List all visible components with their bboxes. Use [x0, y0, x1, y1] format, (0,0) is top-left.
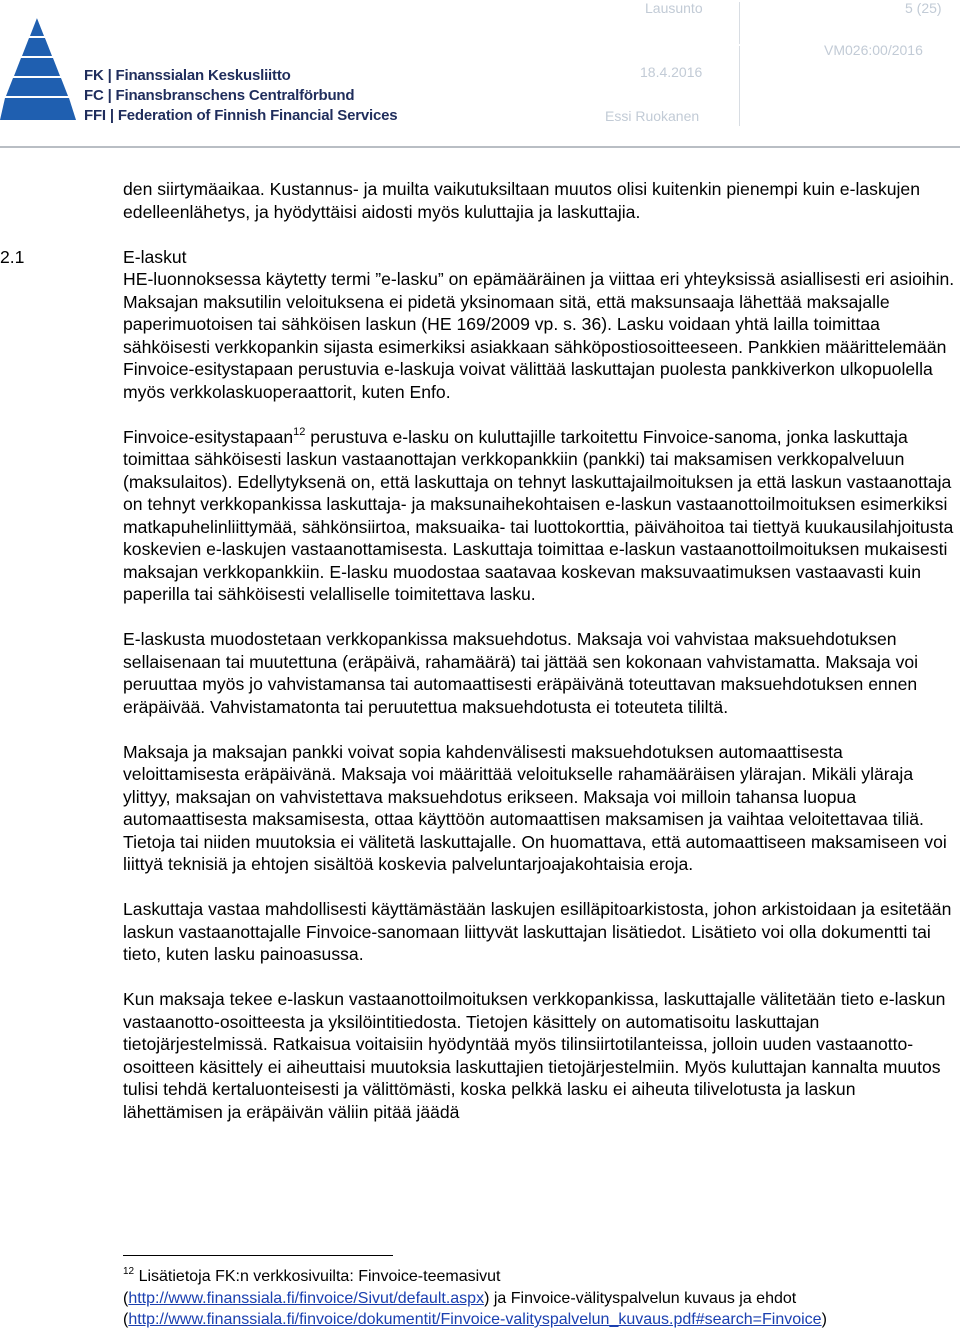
footnote-text: Lisätietoja FK:n verkkosivuilta: Finvoice-teemasivut	[134, 1268, 501, 1285]
footnote-number: 12	[123, 1266, 135, 1277]
section-title: E-laskut	[123, 247, 187, 267]
footnote-paren-close: )	[821, 1311, 827, 1328]
paragraph-2	[123, 426, 959, 606]
paragraph-3: E-laskusta muodostetaan verkkopankissa maksuehdotus. Maksaja voi vahvistaa maksuehdotuksen sellaisenaan tai muutettuna (eräpäivä, rahamäärä) tai jättää sen kokonaan vahvistamatta. Maksaja voi peruuttaa myös jo vahvistamansa tai automaattisesti eräpäivänä toteuttavan maksuehdotuksen ennen eräpäivää. Vahvistamatonta tai peruutettua maksuehdotusta ei toteuteta tililtä.	[123, 629, 919, 717]
page-header	[0, 0, 960, 150]
header-rule	[0, 146, 960, 148]
footnote-link-2[interactable]: http://www.finanssiala.fi/finvoice/dokumentit/Finvoice-valityspalvelun_kuvaus.pdf#search=Finvoice	[128, 1311, 822, 1328]
paragraph-2-rest: perustuva e-lasku on kuluttajille tarkoitettu Finvoice-sanoma, jonka laskuttaja toimittaa sähköisesti laskun vastaanottajan verkkopankkiin (pankki) tai maksamisen verkkopalveluun (maksulaitos). Edellytyksenä on, että laskuttaja on tehnyt laskuttajailmoituksen ja että laskun vastaanottaja on tehnyt verkkopankissa laskuttaja- ja maksunaihekohtaisen e-laskun vastaanottoilmoituksen esimerkiksi matkapuhelinliittymää, sähkönsiirtoa, maksuaika- tai luottokorttia, päivähoitoa tai tiettyä kuukausilahjoitusta koskevien e-laskujen vastaanottamisesta. Laskuttaja toimittaa e-laskun vastaanottoilmoituksen mukaisesti maksajan verkkopankkiin. E-lasku muodostaa saatavaa koskevan maksuvaatimuksen vastaavasti kuin paperilla tai sähköisesti velalliselle toimitettava lasku.	[123, 426, 954, 604]
doc-type: Lausunto	[645, 0, 703, 16]
footnote-paren: (	[123, 1289, 129, 1307]
section-number: 2.1	[0, 247, 25, 267]
footnote-link-1[interactable]: http://www.finanssiala.fi/finvoice/Sivut/default.aspx	[128, 1289, 485, 1307]
reference-number: VM026:00/2016	[824, 42, 923, 58]
header-divider-2	[739, 46, 740, 126]
footnote-paren-2: (	[123, 1311, 129, 1328]
paragraph-2-start: Finvoice-esitystapaan	[123, 426, 294, 447]
footnote-ref[interactable]: 12	[293, 425, 306, 438]
logo-line-fc: FC | Finansbranschens Centralförbund	[84, 87, 355, 104]
author: Essi Ruokanen	[605, 108, 700, 124]
paragraph-5: Laskuttaja vastaa mahdollisesti käyttämästään laskujen esilläpitoarkistosta, johon arkistoidaan ja esitetään laskun vastaanottajalle Finvoice-sanomaan liittyvät laskuttajan lisätiedot. Lisätieto voi olla dokumentti tai tieto, kuten lasku painoasussa.	[123, 899, 952, 964]
intro-paragraph: den siirtymäaikaa. Kustannus- ja muilta vaikutuksiltaan muutos olisi kuitenkin pienempi kuin e-laskujen edelleenlähetys, ja hyödyttäisi aidosti myös kuluttajia ja laskuttajia.	[123, 179, 921, 222]
logo-line-fk: FK | Finanssialan Keskusliitto	[84, 67, 291, 84]
logo-line-ffi: FFI | Federation of Finnish Financial Services	[84, 107, 398, 124]
document-body	[123, 178, 959, 1123]
header-divider	[739, 2, 740, 44]
doc-date: 18.4.2016	[640, 64, 703, 80]
paragraph-1: HE-luonnoksessa käytetty termi ”e-lasku” on epämääräinen ja viittaa eri yhteyksissä asiallisesti eri asioihin. Maksajan maksutilin veloituksena ei pidetä yksinomaan sitä, että maksunsaaja lähettää maksajalle paperimuotoisen tai sähköisen laskun (HE 169/2009 vp. s. 36). Lasku voidaan yhtä lailla toimittaa sähköisesti verkkopankin sijasta esimerkiksi asiakkaan sähköpostiosoitteeseen. Pankkien määrittelemään Finvoice-esitystapaan perustuvia e-laskuja voivat välittää laskuttajan puolesta pankkiverkon ulkopuolella myös verkkolaskuoperaattorit, kuten Enfo.	[123, 269, 955, 402]
paragraph-4: Maksaja ja maksajan pankki voivat sopia kahdenvälisesti maksuehdotuksen automaattisesta veloittamisesta eräpäivänä. Maksaja voi määrittää veloitukselle rahamääräisen ylärajan. Mikäli yläraja ylittyy, maksajan on vahvistettava maksuehdotus erikseen. Maksaja voi milloin tahansa luopua automaattisesta maksamisesta, ottaa käyttöön automaattisen maksamisen ja vaihtaa veloitettavaa tiliä. Tietoja tai niiden muutoksia ei välitetä laskuttajalle. On huomattava, että automaattiseen maksamiseen voi liittyä teknisiä ja ehtojen sisältöä koskevia palveluntarjoajakohtaisia eroja.	[123, 741, 947, 874]
fk-logo	[0, 0, 398, 135]
footnote-rule	[123, 1255, 393, 1256]
footnote	[123, 1266, 959, 1331]
paragraph-6: Kun maksaja tekee e-laskun vastaanottoilmoituksen verkkopankissa, laskuttajalle välitetään tieto e-laskun vastaanotto-osoitteesta ja yksilöintitiedosta. Tietojen käsittely on automatisoitu laskuttajan tietojärjestelmissä. Ratkaisua voitaisiin hyödyntää myös tilinsiirtotilanteissa, jolloin uuden vastaanotto-osoitteen käsittely ei aiheuttaisi muutoksia laskuttajien tietojärjestelmiin. Myös kuluttajan kannalta muutos tulisi tehdä kertaluonteisesti ja välittömästi, koska pelkkä lasku ei aiheuta tilivelotusta ja laskun lähettämisen ja eräpäivän väliin pitää jäädä	[123, 989, 946, 1122]
fk-logo-mark-icon	[0, 0, 84, 130]
page-number: 5 (25)	[905, 0, 942, 16]
footnote-mid: ) ja Finvoice-välityspalvelun kuvaus ja ehdot	[484, 1289, 797, 1307]
